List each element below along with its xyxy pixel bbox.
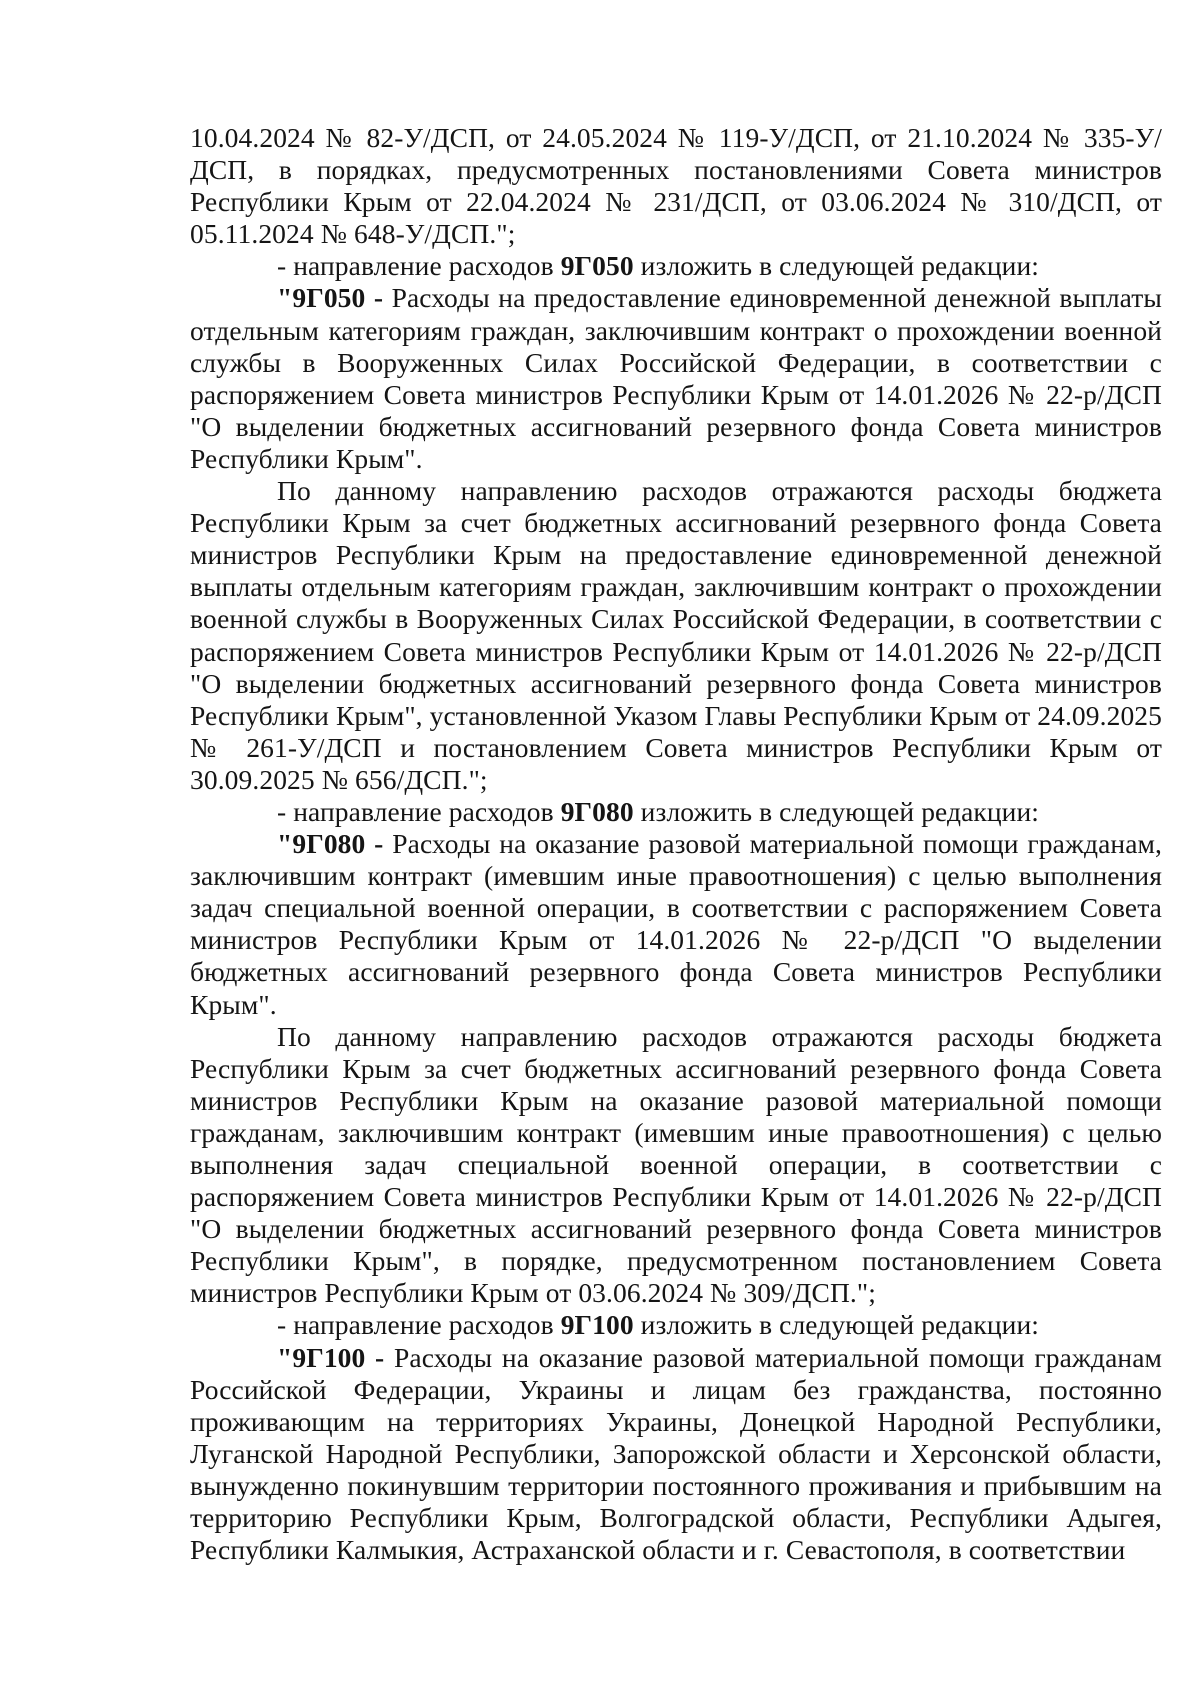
definition-text: Расходы на предоставление единовременной денежной выплаты отдельным категориям граждан, заключившим контракт о прохождении военной службы в Вооруженных Силах Российской Федерации, в соответствии с распоряжением Совета министров Республики Крым от 14.01.2026 № 22-р/ДСП "О выделении бюджетных ассигнований резервного фонда Совета министров Республики Крым". — [190, 282, 1162, 474]
paragraph-definition-9g080 — [190, 828, 1162, 1021]
expense-code: 9Г100 — [560, 1309, 634, 1341]
expense-code-quoted: "9Г050 - — [277, 282, 384, 314]
directive-prefix: - направление расходов — [277, 250, 561, 282]
expense-code: 9Г050 — [560, 250, 634, 282]
document-body — [190, 122, 1162, 1566]
paragraph-definition-9g100 — [190, 1342, 1162, 1567]
expense-code: 9Г080 — [560, 795, 634, 827]
paragraph-explanation-9g050: По данному направлению расходов отражаются расходы бюджета Республики Крым за счет бюджетных ассигнований резервного фонда Совета министров Республики Крым на предоставление единовременной денежной выплаты отдельным категориям граждан, заключившим контракт о прохождении военной службы в Вооруженных Силах Российской Федерации, в соответствии с распоряжением Совета министров Республики Крым от 14.01.2026 № 22-р/ДСП "О выделении бюджетных ассигнований резервного фонда Совета министров Республики Крым", установленной Указом Главы Республики Крым от 24.09.2025 № 261-У/ДСП и постановлением Совета министров Республики Крым от 30.09.2025 № 656/ДСП."; — [190, 475, 1162, 795]
directive-suffix: изложить в следующей редакции: — [633, 250, 1040, 282]
paragraph-directive-9g080 — [190, 796, 1162, 828]
paragraph-directive-9g050 — [190, 250, 1162, 282]
definition-text: Расходы на оказание разовой материальной помощи гражданам, заключившим контракт (имевшим иные правоотношения) с целью выполнения задач специальной военной операции, в соответствии с распоряжением Совета министров Республики Крым от 14.01.2026 № 22-р/ДСП "О выделении бюджетных ассигнований резервного фонда Совета министров Республики Крым". — [190, 828, 1162, 1020]
directive-prefix: - направление расходов — [277, 1309, 561, 1341]
expense-code-quoted: "9Г080 - — [277, 828, 384, 860]
paragraph-explanation-9g080: По данному направлению расходов отражаются расходы бюджета Республики Крым за счет бюджетных ассигнований резервного фонда Совета министров Республики Крым на оказание разовой материальной помощи гражданам, заключившим контракт (имевшим иные правоотношения) с целью выполнения задач специальной военной операции, в соответствии с распоряжением Совета министров Республики Крым от 14.01.2026 № 22-р/ДСП "О выделении бюджетных ассигнований резервного фонда Совета министров Республики Крым", в порядке, предусмотренном постановлением Совета министров Республики Крым от 03.06.2024 № 309/ДСП."; — [190, 1020, 1162, 1309]
directive-prefix: - направление расходов — [277, 795, 561, 827]
directive-suffix: изложить в следующей редакции: — [633, 1309, 1040, 1341]
paragraph-definition-9g050 — [190, 282, 1162, 475]
paragraph-directive-9g100 — [190, 1309, 1162, 1341]
directive-suffix: изложить в следующей редакции: — [633, 795, 1040, 827]
paragraph-continuation: 10.04.2024 № 82-У/ДСП, от 24.05.2024 № 119-У/ДСП, от 21.10.2024 № 335-У/ДСП, в порядках, предусмотренных постановлениями Совета министров Республики Крым от 22.04.2024 № 231/ДСП, от 03.06.2024 № 310/ДСП, от 05.11.2024 № 648-У/ДСП."; — [190, 122, 1162, 250]
expense-code-quoted: "9Г100 - — [277, 1341, 385, 1373]
definition-text: Расходы на оказание разовой материальной помощи гражданам Российской Федерации, Украины и лицам без гражданства, постоянно проживающим на территориях Украины, Донецкой Народной Республики, Луганской Народной Республики, Запорожской области и Херсонской области, вынужденно покинувшим территории постоянного проживания и прибывшим на территорию Республики Крым, Волгоградской области, Республики Адыгея, Республики Калмыкия, Астраханской области и г. Севастополя, в соответствии — [190, 1341, 1162, 1566]
